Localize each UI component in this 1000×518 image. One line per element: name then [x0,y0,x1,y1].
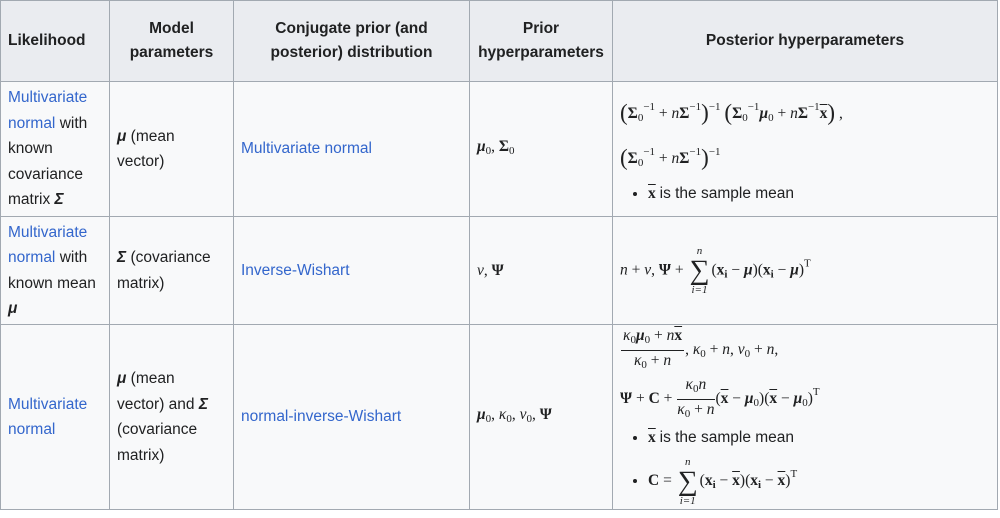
prior-hyper-formula: $\mu_0$, $\Sigma_0$ [477,137,515,157]
posterior-hyper-cell [613,325,998,510]
note-text: is the sample mean [659,429,795,447]
header-model-parameters: Model parameters [110,1,234,82]
prior-hyper-cell [470,217,613,325]
header-prior-hyperparameters: Prior hyperparameters [470,1,613,82]
conjugate-link[interactable]: Inverse-Wishart [241,261,350,279]
multivariate-normal-link[interactable]: Multivariate normal [8,89,88,132]
mu-symbol: μ [117,370,127,387]
sigma-symbol: Σ [54,191,64,209]
table-row [1,325,998,510]
model-parameters-cell [110,325,234,510]
posterior-notes [620,180,990,208]
sigma-symbol: Σ [117,249,127,266]
likelihood-cell [1,217,110,325]
mu-symbol: μ [117,127,127,145]
likelihood-cell [1,82,110,217]
model-parameters-cell [110,217,234,325]
posterior-notes [620,424,990,507]
param-desc: (mean vector) and [117,370,199,413]
note-text: is the sample mean [659,185,795,202]
posterior-formula-line1: $\frac{\kappa_0\mu_0 + n\overline{x}}{\kappa_0 + n}$ , $\kappa_0 + n$, $\nu_0 + n$, [623,327,779,372]
table-row [1,82,998,217]
header-row [1,1,998,82]
header-conjugate-prior: Conjugate prior (and posterior) distribution [234,1,470,82]
likelihood-cell [1,325,110,510]
conjugate-cell [234,82,470,217]
posterior-formula-line1: $(\Sigma_0^{-1} + n\Sigma^{-1})^{-1}$ $(\Sigma_0^{-1}\mu_0 + n\Sigma^{-1}\overline{x})$ , [620,100,843,125]
multivariate-normal-link[interactable]: Multivariate normal [8,223,88,266]
conjugate-link[interactable]: Multivariate normal [241,140,372,158]
list-item: • $\overline{x}$ is the sample mean [648,424,990,452]
posterior-hyper-cell [613,82,998,217]
list-item: • C = n ∑ i=1 $(x_i - \overline{x})(x_i - \overline{x})^T$ [648,452,990,507]
posterior-formula-line2: Ψ + C + $\frac{\kappa_0n}{\kappa_0 + n}$ $(\overline{x} - \mu_0)(\overline{x} - \mu_0)^T$ [620,376,820,421]
likelihood-text: with known covariance matrix [8,114,88,209]
prior-hyper-formula: $\mu_0$, $\kappa_0$, $\nu_0$, Ψ [477,405,552,425]
header-posterior-hyperparameters: Posterior hyperparameters [613,1,998,82]
posterior-hyper-cell [613,217,998,325]
header-likelihood: Likelihood [1,1,110,82]
posterior-formula: n + ν, Ψ + n ∑ i=1 $(x_i - \mu)(x_i - \mu)^T$ [620,244,811,296]
table-row [1,217,998,325]
conjugate-cell [234,217,470,325]
model-parameters-cell [110,82,234,217]
sigma-symbol: Σ [198,395,209,413]
posterior-formula-line2: $(\Sigma_0^{-1} + n\Sigma^{-1})^{-1}$ [620,145,721,170]
mu-symbol: μ [8,300,18,317]
param-desc: (mean vector) [117,127,175,170]
conjugate-link[interactable]: normal-inverse-Wishart [241,408,402,426]
prior-hyper-cell [470,82,613,217]
param-desc: (covariance matrix) [117,421,198,464]
multivariate-normal-link[interactable]: Multivariate normal [8,395,88,438]
conjugate-cell [234,325,470,510]
list-item: • $\overline{x}$ is the sample mean [648,180,990,208]
likelihood-text: with known mean [8,249,96,292]
param-desc: (covariance matrix) [117,249,211,292]
prior-hyper-formula: ν, Ψ [477,261,504,279]
prior-hyper-cell [470,325,613,510]
